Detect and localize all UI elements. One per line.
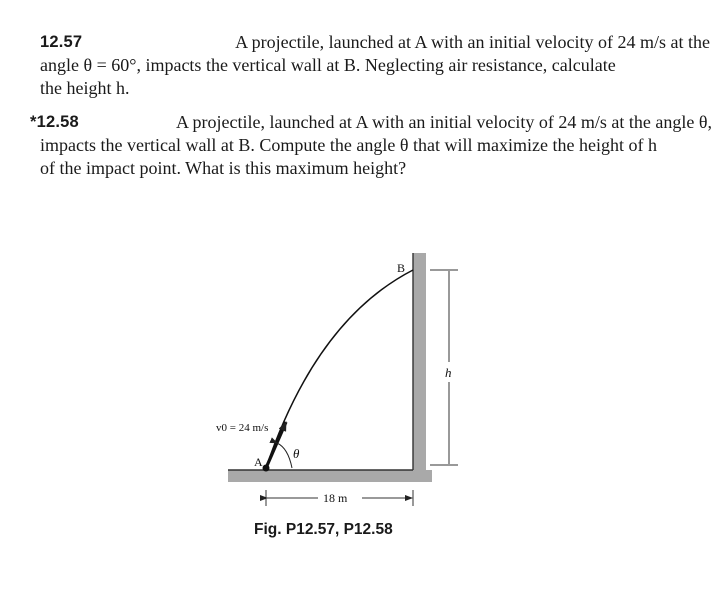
velocity-label: v0 = 24 m/s bbox=[216, 422, 269, 434]
point-a-marker bbox=[263, 465, 270, 472]
problem-text-line: the height h. bbox=[40, 78, 130, 98]
problem-text-line: A projectile, launched at A with an initial velocity of 24 m/s at the bbox=[235, 32, 710, 52]
distance-label: 18 m bbox=[323, 491, 348, 505]
problem-text-line: angle θ = 60°, impacts the vertical wall at B. Neglecting air resistance, calculate bbox=[40, 55, 616, 75]
ground bbox=[228, 470, 432, 482]
velocity-arrow bbox=[266, 422, 286, 468]
problem-number: *12.58 bbox=[30, 113, 79, 131]
label-b: B bbox=[397, 261, 406, 275]
figure-caption: Fig. P12.57, P12.58 bbox=[254, 521, 393, 538]
label-a: A bbox=[254, 455, 263, 469]
label-theta: θ bbox=[293, 446, 300, 461]
trajectory-curve bbox=[266, 270, 413, 468]
label-h: h bbox=[445, 365, 452, 380]
problem-text-line: impacts the vertical wall at B. Compute the angle θ that will maximize the height of h bbox=[40, 135, 657, 155]
problem-text-line: of the impact point. What is this maximum height? bbox=[40, 158, 407, 178]
problem-text-line: A projectile, launched at A with an initial velocity of 24 m/s at the angle θ, bbox=[176, 112, 712, 132]
theta-angle-arc bbox=[277, 443, 292, 468]
vertical-wall bbox=[413, 253, 426, 482]
problem-number: 12.57 bbox=[40, 33, 83, 51]
